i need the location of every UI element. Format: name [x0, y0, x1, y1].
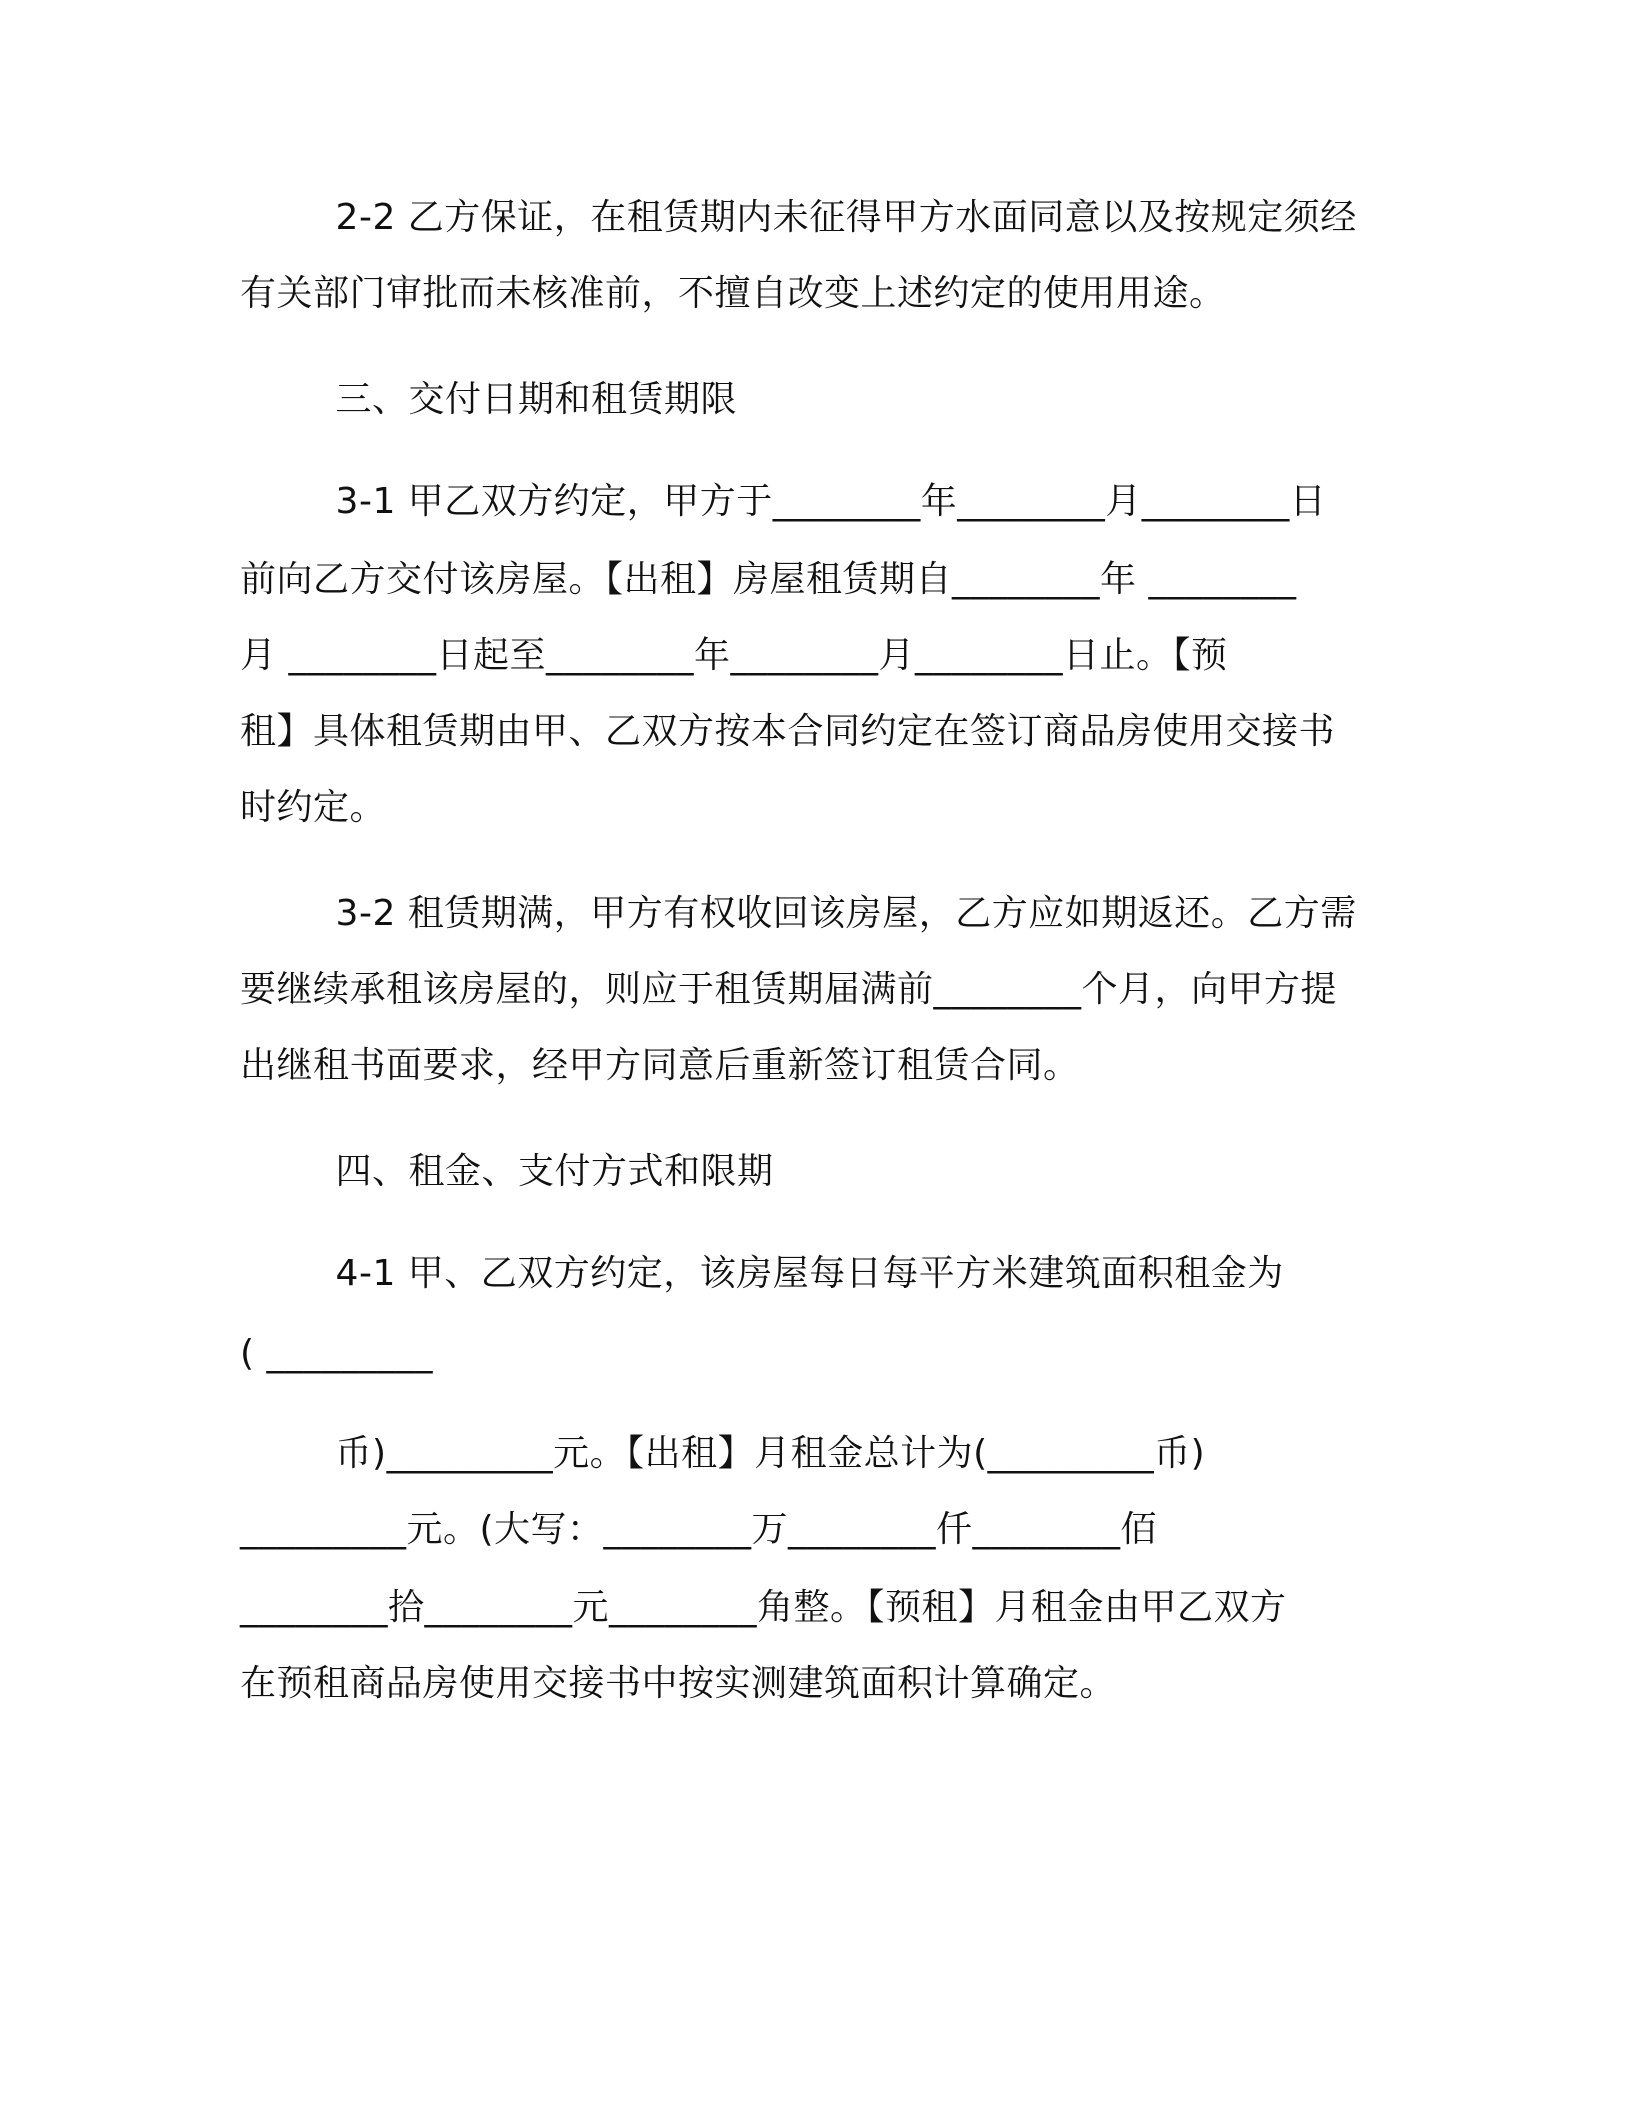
clause-4-1-line-6: 在预租商品房使用交接书中按实测建筑面积计算确定。: [240, 1663, 1117, 1704]
section-4-heading: 四、租金、支付方式和限期: [240, 1151, 774, 1192]
clause-3-1-line-3: 月 ________日起至________年________月________日止。【预: [240, 635, 1228, 676]
clause-3-2-line-3: 出继租书面要求，经甲方同意后重新签订租赁合同。: [240, 1045, 1080, 1086]
section-3-heading: 三、交付日期和租赁期限: [240, 379, 738, 420]
clause-4-1-line-5: ________拾________元________角整。【预租】月租金由甲乙双方: [240, 1587, 1287, 1628]
clause-4-1-line-4: _________元。(大写：________万________仟________佰: [240, 1509, 1158, 1550]
clause-4-1-line-3: 币)_________元。【出租】月租金总计为(_________币): [240, 1433, 1206, 1474]
clause-3-1-line-5: 时约定。: [240, 787, 387, 828]
clause-3-1-line-2: 前向乙方交付该房屋。【出租】房屋租赁期自________年 ________: [240, 559, 1297, 600]
clause-3-2-line-1: 3-2 租赁期满，甲方有权收回该房屋，乙方应如期返还。乙方需: [240, 893, 1357, 934]
clause-2-2-line-1: 2-2 乙方保证，在租赁期内未征得甲方水面同意以及按规定须经: [240, 197, 1357, 238]
clause-3-1-line-4: 租】具体租赁期由甲、乙双方按本合同约定在签订商品房使用交接书: [240, 711, 1336, 752]
clause-3-2-line-2: 要继续承租该房屋的，则应于租赁期届满前________个月，向甲方提: [240, 969, 1338, 1010]
clause-4-1-line-1: 4-1 甲、乙双方约定，该房屋每日每平方米建筑面积租金为: [240, 1253, 1284, 1294]
clause-4-1-line-2: ( _________: [240, 1333, 433, 1374]
clause-3-1-line-1: 3-1 甲乙双方约定，甲方于________年________月________日: [240, 481, 1327, 522]
clause-2-2-line-2: 有关部门审批而未核准前，不擅自改变上述约定的使用用途。: [240, 273, 1226, 314]
